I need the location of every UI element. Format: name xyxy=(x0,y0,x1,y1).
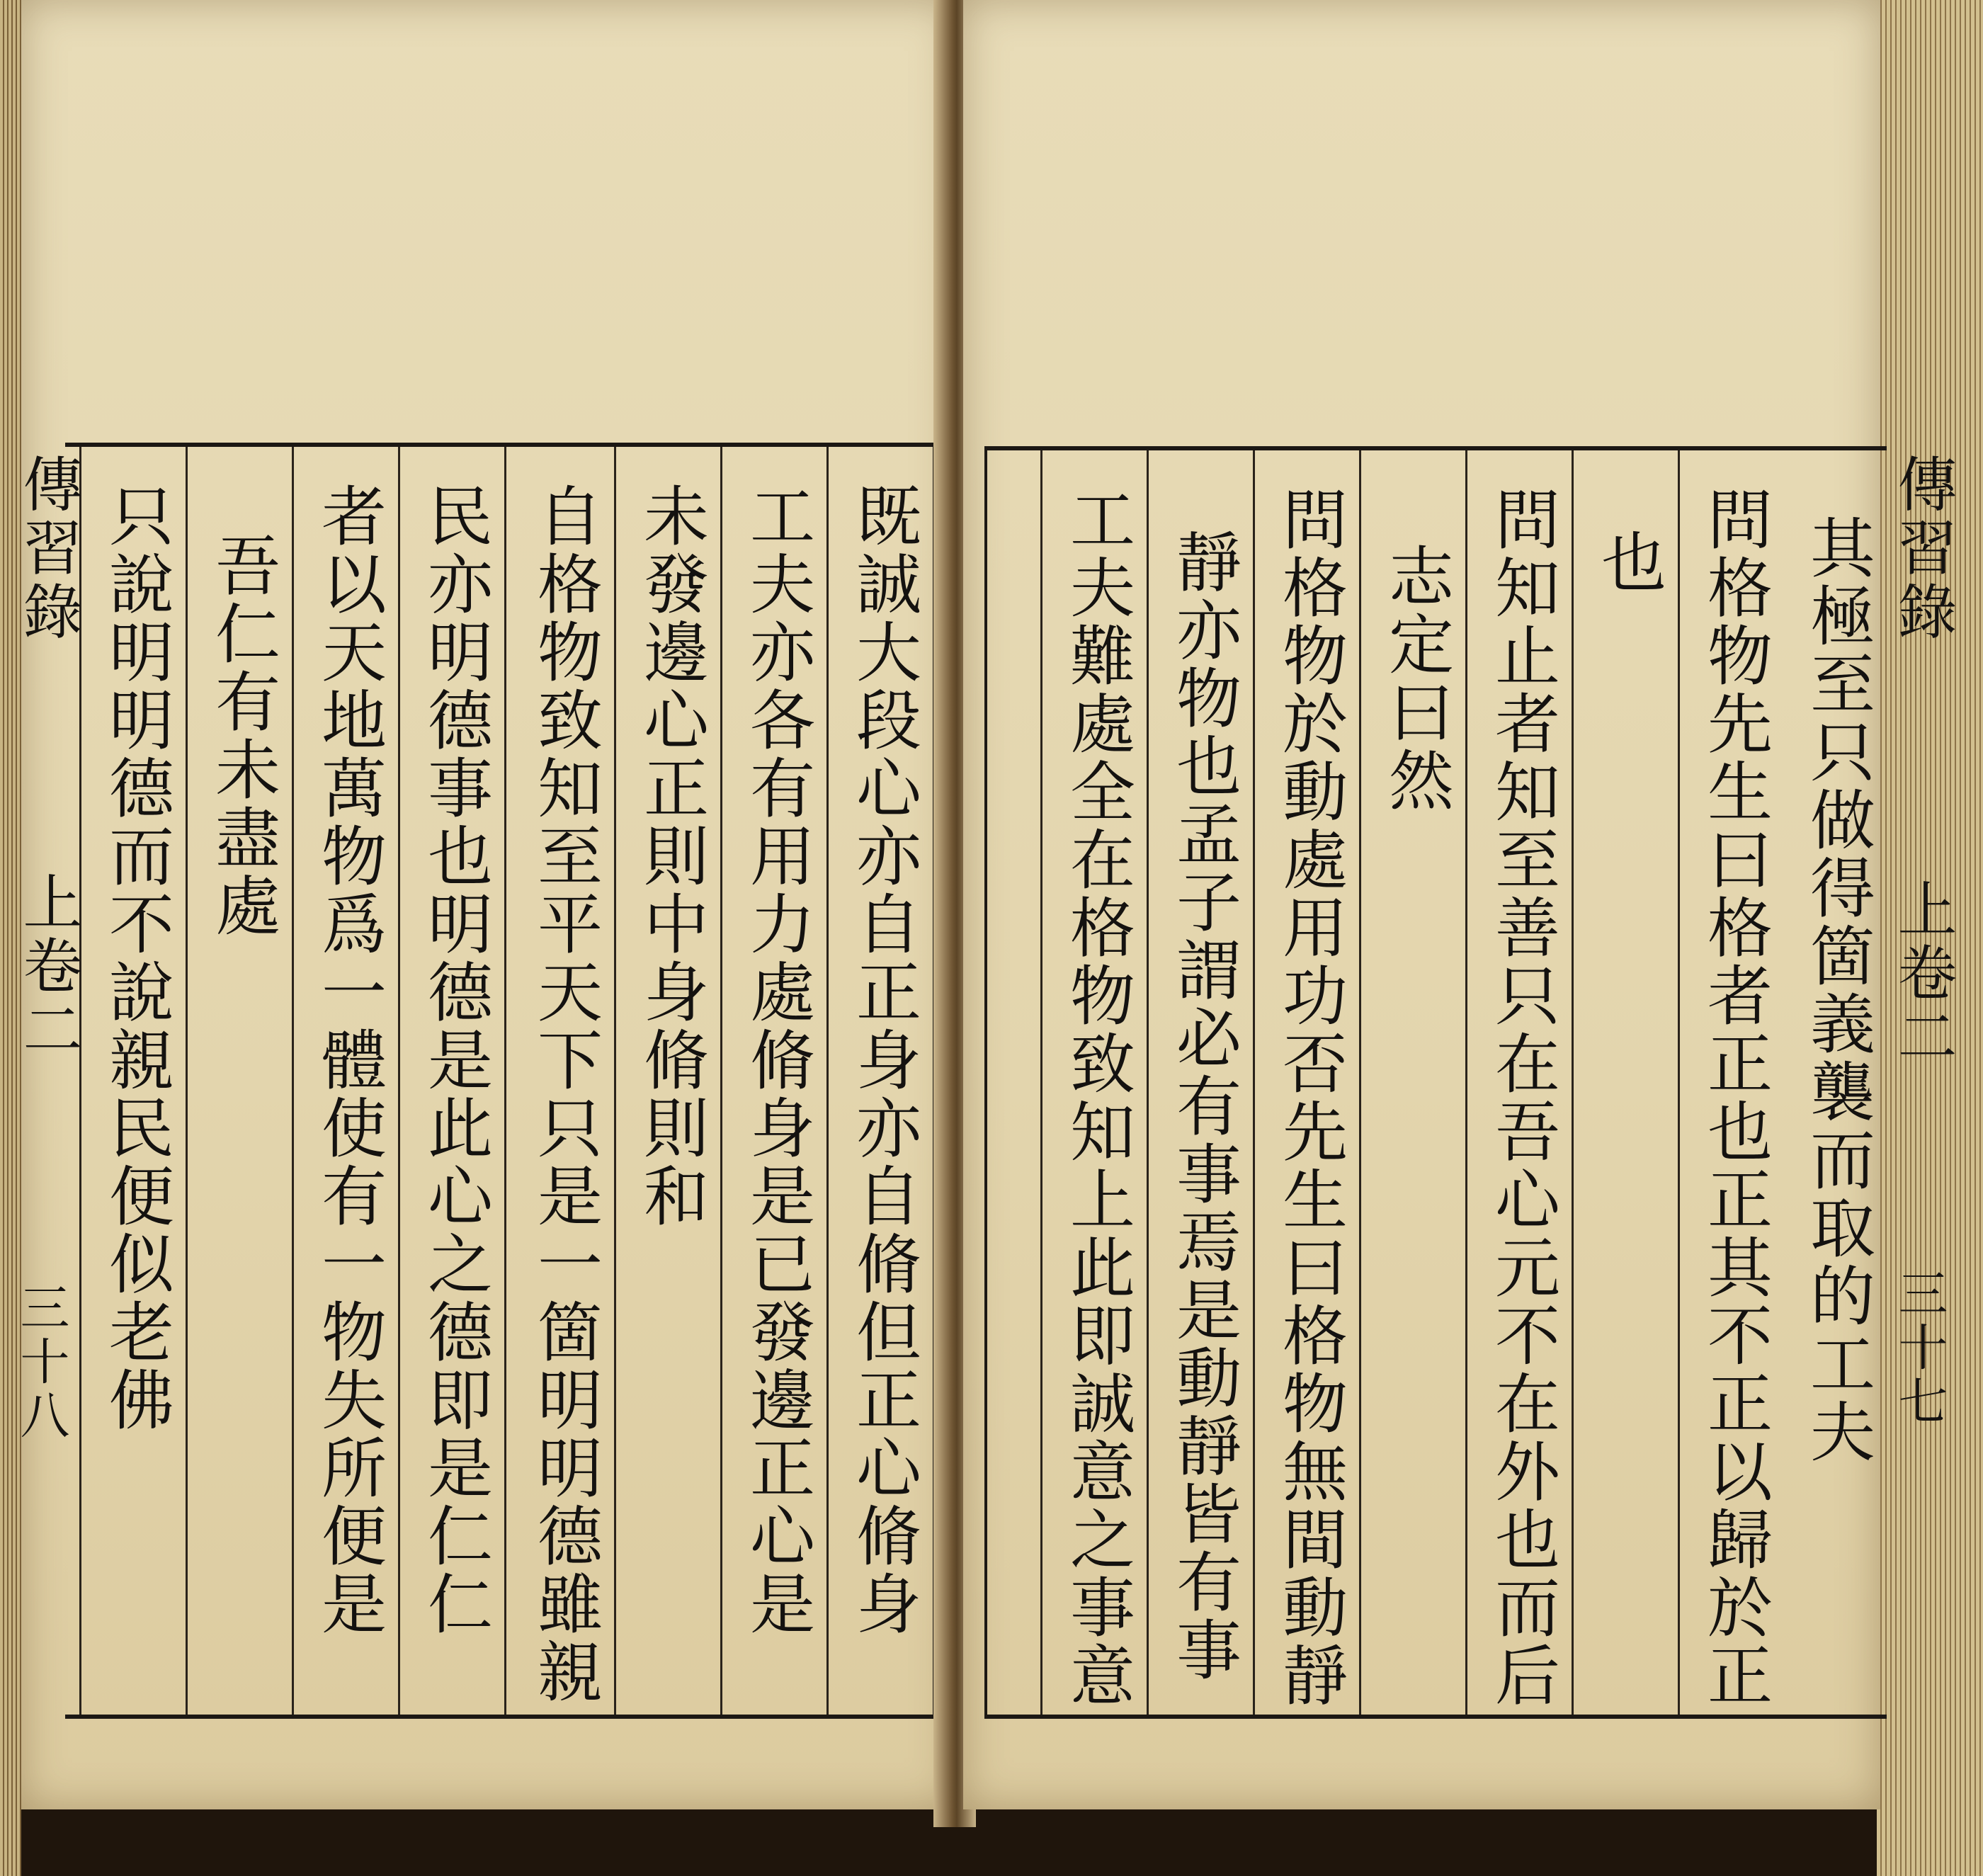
text-column: 問格物於動處用功否先生曰格物無間動靜 xyxy=(1272,486,1348,1710)
left-margin-title: 傳習錄 xyxy=(13,453,83,644)
left-page-text-frame xyxy=(65,443,936,1719)
left-column-5 xyxy=(398,447,504,1715)
left-margin-page-number: 三十八 xyxy=(12,1282,70,1443)
text-column: 者以天地萬物爲一體使有一物失所便是 xyxy=(311,482,387,1638)
right-column-4 xyxy=(1465,450,1572,1715)
text-column: 靜亦物也孟子謂必有事焉是動靜皆有事 xyxy=(1166,528,1241,1684)
left-column-6 xyxy=(292,447,398,1715)
left-column-3 xyxy=(614,447,720,1715)
text-column: 工夫亦各有用力處脩身是已發邊正心是 xyxy=(739,482,815,1638)
left-margin-volume: 上卷二 xyxy=(13,871,83,1062)
text-column: 只說明明德而不說親民便似老佛 xyxy=(98,482,174,1434)
text-column: 工夫難處全在格物致知上此即誠意之事意 xyxy=(1059,486,1135,1710)
text-column: 民亦明德事也明德是此心之德即是仁仁 xyxy=(417,482,493,1638)
text-column: 既誠大段心亦自正身亦自脩但正心脩身 xyxy=(846,482,921,1638)
right-column-3 xyxy=(1572,450,1678,1715)
right-column-2 xyxy=(1678,450,1784,1715)
right-column-6 xyxy=(1253,450,1359,1715)
text-column: 問知止者知至善只在吾心元不在外也而后 xyxy=(1484,486,1560,1710)
left-column-8 xyxy=(79,447,186,1715)
text-column: 未發邊心正則中身脩則和 xyxy=(633,482,709,1230)
text-column: 問格物先生曰格者正也正其不正以歸於正 xyxy=(1697,486,1773,1710)
text-column: 也 xyxy=(1591,528,1666,596)
text-column: 其極至只做得箇義襲而取的工夫 xyxy=(1800,514,1875,1466)
right-column-8 xyxy=(1040,450,1147,1715)
text-column: 吾仁有未盡處 xyxy=(205,532,280,940)
right-margin-volume: 上卷二 xyxy=(1888,878,1958,1069)
right-column-1 xyxy=(1784,450,1887,1715)
left-column-1 xyxy=(826,447,933,1715)
right-margin-page-number: 三十七 xyxy=(1890,1268,1948,1429)
right-column-7 xyxy=(1147,450,1253,1715)
right-column-5 xyxy=(1359,450,1465,1715)
right-margin-title: 傳習錄 xyxy=(1888,453,1958,644)
left-column-2 xyxy=(720,447,826,1715)
text-column: 自格物致知至平天下只是一箇明明德雖親 xyxy=(527,482,603,1706)
text-column: 志定曰然 xyxy=(1378,542,1454,814)
right-page-text-frame xyxy=(984,446,1887,1719)
left-column-4 xyxy=(504,447,614,1715)
left-column-7 xyxy=(186,447,292,1715)
